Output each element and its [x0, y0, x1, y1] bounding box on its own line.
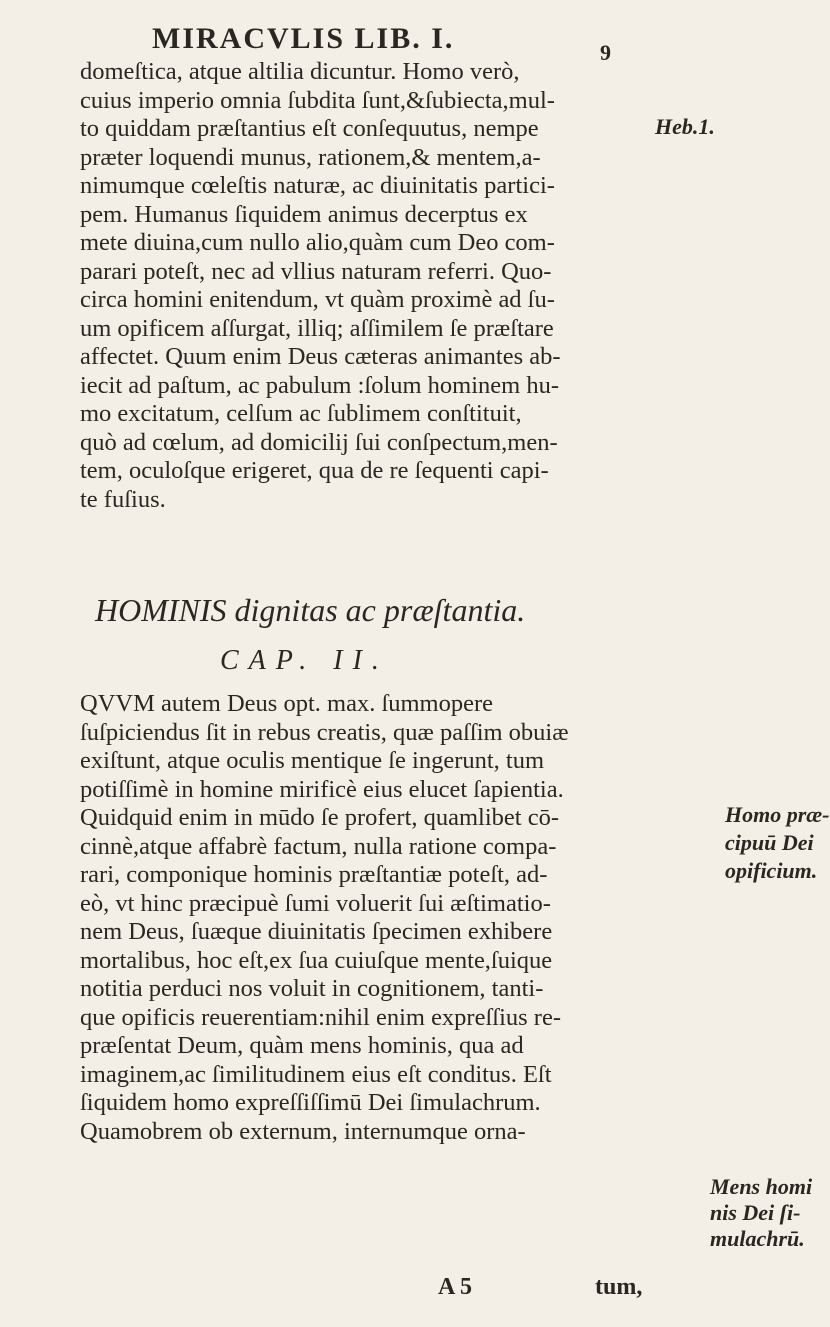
text-line: potiſſimè in homine mirificè eius elucet ſapientia. [80, 775, 564, 803]
text-line: iecit ad paſtum, ac pabulum :ſolum hominem hu- [80, 371, 560, 399]
text-line: nem Deus, ſuæque diuinitatis ſpecimen exhibere [80, 918, 553, 945]
section-heading: HOMINIS dignitas ac præſtantia. [95, 592, 526, 628]
margin-note-line: cipuū Dei [725, 830, 814, 855]
text-line: que opificis reuerentiam:nihil enim expreſſius re- [80, 1003, 561, 1031]
margin-note-line: opificium. [725, 858, 818, 883]
text-line: um opificem aſſurgat, illiq; aſſimilem ſe præſtare [80, 314, 554, 342]
page-header [0, 10, 800, 65]
text-line: præter loquendi munus, rationem,& mentem,a- [80, 143, 541, 171]
chapter-label: CAP. II. [220, 645, 389, 676]
text-line: affectet. Quum enim Deus cæteras animantes ab- [80, 343, 561, 370]
text-line: pem. Humanus ſiquidem animus decerptus ex [80, 200, 528, 228]
body-text-part2 [80, 690, 720, 1146]
text-line: mete diuina,cum nullo alio,quàm cum Deo com- [80, 229, 555, 256]
text-line: cuius imperio omnia ſubdita ſunt,&ſubiecta,mul- [80, 86, 555, 114]
text-line: domeſtica, atque altilia dicuntur. Homo verò, [80, 58, 520, 85]
text-line: te fuſius. [80, 485, 166, 513]
text-line: notitia perduci nos voluit in cognitionem, tanti- [80, 975, 544, 1002]
text-line: to quiddam præſtantius eſt conſequutus, nempe [80, 115, 539, 142]
text-line: ſuſpiciendus ſit in rebus creatis, quæ paſſim obuiæ [80, 718, 569, 746]
text-line: Quamobrem ob externum, internumque orna- [80, 1117, 526, 1145]
body-text-part1 [80, 58, 720, 514]
text-line: mortalibus, hoc eſt,ex ſua cuiuſque mente,ſuique [80, 946, 553, 974]
margin-note-line: Heb.1. [655, 114, 715, 139]
text-line: quò ad cœlum, ad domicilij ſui conſpectum,men- [80, 428, 558, 456]
margin-note-line: Homo præ- [725, 802, 830, 827]
text-line: præſentat Deum, quàm mens hominis, qua ad [80, 1032, 524, 1059]
text-line: mo excitatum, celſum ac ſublimem conſtituit, [80, 400, 522, 427]
text-line: imaginem,ac ſimilitudinem eius eſt conditus. Eſt [80, 1060, 552, 1088]
catchword: tum, [595, 1274, 643, 1300]
margin-note-line: nis Dei ſi- [710, 1200, 801, 1225]
text-line: rari, componique hominis præſtantiæ poteſt, ad- [80, 861, 548, 888]
folio-number: 9 [600, 40, 611, 65]
text-line: exiſtunt, atque oculis mentique ſe ingerunt, tum [80, 747, 545, 774]
text-line: tem, oculoſque erigeret, qua de re ſequenti capi- [80, 457, 549, 484]
margin-note-line: mulachrū. [710, 1226, 805, 1251]
running-head: MIRACVLIS LIB. I. [152, 22, 455, 55]
margin-note-line: Mens homi [710, 1174, 813, 1199]
text-line: eò, vt hinc præcipuè ſumi voluerit ſui æſtimatio- [80, 889, 551, 917]
text-line: Quidquid enim in mūdo ſe profert, quamlibet cō- [80, 804, 560, 831]
text-line: circa homini enitendum, vt quàm proximè ad ſu- [80, 286, 555, 313]
text-line: nimumque cœleſtis naturæ, ac diuinitatis partici- [80, 172, 555, 199]
text-line: cinnè,atque affabrè factum, nulla ratione compa- [80, 832, 557, 860]
text-line: parari poteſt, nec ad vllius naturam referri. Quo- [80, 257, 552, 285]
signature-mark: A 5 [438, 1274, 473, 1300]
text-line: ſiquidem homo expreſſiſſimū Dei ſimulachrum. [80, 1089, 541, 1116]
text-line: QVVM autem Deus opt. max. ſummopere [80, 690, 494, 717]
